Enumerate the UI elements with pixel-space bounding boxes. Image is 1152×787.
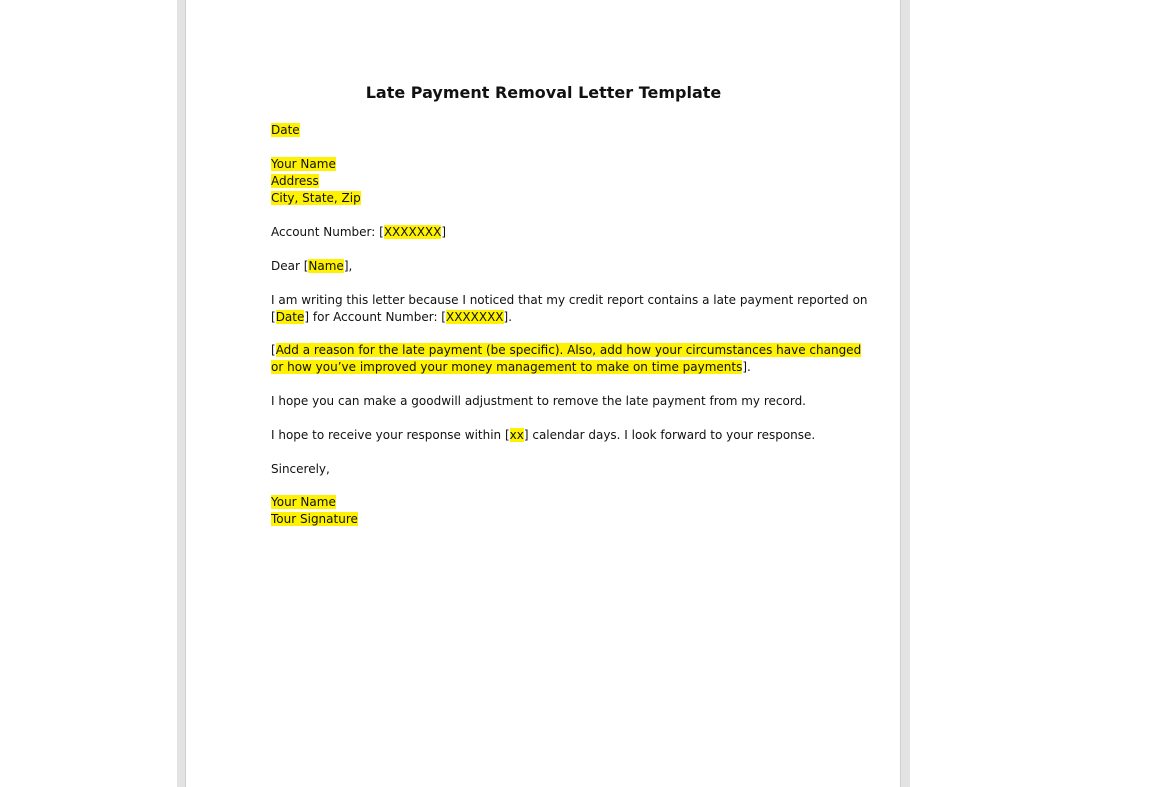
paragraph4-suffix: ] calendar days. I look forward to your response. bbox=[523, 428, 816, 442]
account-number-line bbox=[271, 224, 446, 241]
account-prefix: Account Number: [ bbox=[271, 225, 384, 239]
paragraph1-mid: ] for Account Number: [ bbox=[304, 310, 446, 324]
paragraph3-text: I hope you can make a goodwill adjustment to remove the late payment from my record. bbox=[271, 394, 806, 408]
paragraph1-open: [ bbox=[271, 310, 276, 324]
days-placeholder: xx bbox=[509, 428, 524, 442]
page-right-gutter bbox=[900, 0, 910, 787]
paragraph1-line2 bbox=[271, 309, 512, 326]
date-placeholder: Date bbox=[271, 123, 300, 137]
sender-address-line bbox=[271, 173, 319, 190]
recipient-name-placeholder: Name bbox=[308, 259, 344, 273]
signature-name-placeholder: Your Name bbox=[271, 495, 336, 509]
sender-name: Your Name bbox=[271, 157, 336, 171]
paragraph2-line1 bbox=[271, 342, 861, 359]
sender-city-state-zip: City, State, Zip bbox=[271, 191, 361, 205]
page-left-gutter bbox=[177, 0, 186, 787]
reason-placeholder-line1: Add a reason for the late payment (be specific). Also, add how your circumstances have changed bbox=[275, 343, 862, 357]
document-page bbox=[187, 0, 900, 787]
closing-text: Sincerely, bbox=[271, 462, 330, 476]
signature-line bbox=[271, 511, 358, 528]
salutation-suffix: ], bbox=[343, 259, 353, 273]
sender-city-line bbox=[271, 190, 361, 207]
reason-placeholder-line2: or how you’ve improved your money management to make on time payments bbox=[271, 360, 743, 374]
sender-name-line bbox=[271, 156, 336, 173]
closing-line bbox=[271, 461, 330, 478]
paragraph1-close: ]. bbox=[503, 310, 513, 324]
paragraph1-text: I am writing this letter because I noticed that my credit report contains a late payment reported on bbox=[271, 293, 868, 307]
paragraph3-line bbox=[271, 393, 806, 410]
page-title: Late Payment Removal Letter Template bbox=[365, 83, 722, 102]
account-suffix: ] bbox=[441, 225, 447, 239]
signature-placeholder: Tour Signature bbox=[271, 512, 358, 526]
date-line bbox=[271, 122, 300, 139]
paragraph4-line bbox=[271, 427, 815, 444]
salutation-prefix: Dear [ bbox=[271, 259, 309, 273]
signature-name-line bbox=[271, 494, 336, 511]
paragraph1-account-placeholder: XXXXXXX bbox=[445, 310, 504, 324]
paragraph4-prefix: I hope to receive your response within [ bbox=[271, 428, 510, 442]
salutation-line bbox=[271, 258, 352, 275]
paragraph2-open: [ bbox=[271, 343, 276, 357]
account-number-placeholder: XXXXXXX bbox=[383, 225, 442, 239]
sender-address: Address bbox=[271, 174, 319, 188]
paragraph2-line2 bbox=[271, 359, 751, 376]
late-date-placeholder: Date bbox=[275, 310, 305, 324]
paragraph2-close: ]. bbox=[742, 360, 751, 374]
paragraph1-line1 bbox=[271, 292, 868, 309]
